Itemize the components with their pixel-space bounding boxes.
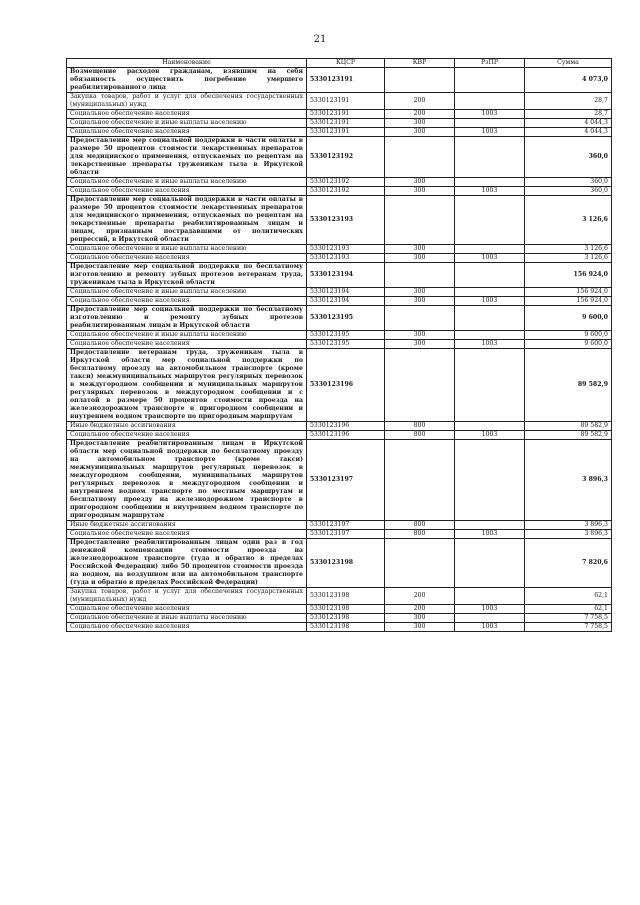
- cell-rzpr: [455, 68, 525, 93]
- cell-kcsr: 5330123197: [307, 530, 385, 539]
- cell-rzpr: [455, 331, 525, 340]
- cell-rzpr: [455, 349, 525, 422]
- cell-name: Предоставление реабилитированным лицам один раз в год денежной компенсации стоимости проезда на железнодорожном транспорте (туда и обратно в пределах Российской Федерации) либо 50 процентов стоимости проезда на водном, на воздушном или на автомобильном транспорте (туда и обратно в пределах Российской Федерации): [67, 539, 307, 588]
- cell-kvr: 300: [385, 245, 455, 254]
- cell-kcsr: 5330123196: [307, 422, 385, 431]
- column-header-rzpr: РзПР: [455, 59, 525, 68]
- column-header-kcsr: КЦСР: [307, 59, 385, 68]
- cell-rzpr: 1003: [455, 340, 525, 349]
- cell-kvr: 800: [385, 521, 455, 530]
- cell-sum: 360,0: [525, 187, 612, 196]
- cell-kcsr: 5330123191: [307, 93, 385, 110]
- table-row: [67, 340, 612, 349]
- cell-kcsr: 5330123195: [307, 306, 385, 331]
- cell-kcsr: 5330123194: [307, 297, 385, 306]
- cell-kvr: 800: [385, 530, 455, 539]
- cell-rzpr: 1003: [455, 623, 525, 632]
- table-row: [67, 245, 612, 254]
- cell-name: Закупка товаров, работ и услуг для обеспечения государственных (муниципальных) нужд: [67, 93, 307, 110]
- cell-name: Социальное обеспечение и иные выплаты населению: [67, 331, 307, 340]
- table-row: [67, 614, 612, 623]
- cell-name: Социальное обеспечение населения: [67, 340, 307, 349]
- cell-kcsr: 5330123194: [307, 263, 385, 288]
- table-row: [67, 178, 612, 187]
- table-row: [67, 263, 612, 288]
- cell-kcsr: 5330123192: [307, 137, 385, 178]
- cell-rzpr: [455, 178, 525, 187]
- cell-name: Предоставление мер социальной поддержки по бесплатному изготовлению и ремонту зубных протезов ветеранам труда, труженикам тыла в Иркутской области: [67, 263, 307, 288]
- cell-name: Социальное обеспечение населения: [67, 128, 307, 137]
- cell-kcsr: 5330123197: [307, 521, 385, 530]
- cell-kcsr: 5330123192: [307, 178, 385, 187]
- cell-kvr: 200: [385, 93, 455, 110]
- cell-kvr: 300: [385, 623, 455, 632]
- cell-kvr: 200: [385, 588, 455, 605]
- table-row: [67, 297, 612, 306]
- cell-kvr: 300: [385, 178, 455, 187]
- cell-rzpr: 1003: [455, 254, 525, 263]
- cell-sum: 28,7: [525, 110, 612, 119]
- cell-sum: 28,7: [525, 93, 612, 110]
- cell-kvr: 300: [385, 119, 455, 128]
- cell-name: Закупка товаров, работ и услуг для обеспечения государственных (муниципальных) нужд: [67, 588, 307, 605]
- cell-kcsr: 5330123191: [307, 68, 385, 93]
- column-header-sum: Сумма: [525, 59, 612, 68]
- page-number: 21: [313, 34, 327, 45]
- cell-rzpr: [455, 137, 525, 178]
- cell-kvr: [385, 68, 455, 93]
- table-row: [67, 440, 612, 521]
- cell-sum: 3 126,6: [525, 254, 612, 263]
- cell-rzpr: 1003: [455, 187, 525, 196]
- cell-sum: 156 924,0: [525, 288, 612, 297]
- cell-name: Социальное обеспечение населения: [67, 530, 307, 539]
- cell-name: Социальное обеспечение населения: [67, 605, 307, 614]
- cell-kvr: 300: [385, 331, 455, 340]
- cell-kcsr: 5330123198: [307, 614, 385, 623]
- table-row: [67, 306, 612, 331]
- cell-name: Предоставление реабилитированным лицам в Иркутской области мер социальной поддержки по бесплатному проезду на автомобильном транспорте (кроме такси) межмуниципальных маршрутов регулярных перевозок в междугородном сообщении, муниципальных маршрутов регулярных перевозок в междугородном сообщении и внутреннем водном транспорте по местным маршрутам и бесплатному проезду на железнодорожном транспорте в пригородном сообщении и внутреннем водном транспорте по пригородным маршрутам: [67, 440, 307, 521]
- cell-name: Социальное обеспечение населения: [67, 297, 307, 306]
- cell-rzpr: 1003: [455, 605, 525, 614]
- cell-sum: 360,0: [525, 178, 612, 187]
- cell-name: Предоставление ветеранам труда, труженикам тыла в Иркутской области мер социальной поддержки по бесплатному проезду на автомобильном транспорте (кроме такси) межмуниципальных маршрутов регулярных перевозок в междугородном сообщении и муниципальных маршрутов регулярных перевозок в междугородном сообщении и с оплатой в размере 50 процентов стоимости проезда на железнодорожном транспорте в пригородном сообщении и внутреннем водном транспорте по пригородным маршрутам: [67, 349, 307, 422]
- cell-sum: 3 126,6: [525, 245, 612, 254]
- cell-kcsr: 5330123198: [307, 588, 385, 605]
- cell-name: Иные бюджетные ассигнования: [67, 422, 307, 431]
- cell-kcsr: 5330123198: [307, 539, 385, 588]
- cell-sum: 7 758,5: [525, 623, 612, 632]
- cell-sum: 9 600,0: [525, 331, 612, 340]
- cell-rzpr: [455, 422, 525, 431]
- cell-kvr: [385, 539, 455, 588]
- column-header-name: Наименование: [67, 59, 307, 68]
- cell-rzpr: 1003: [455, 431, 525, 440]
- cell-kvr: 800: [385, 422, 455, 431]
- cell-name: Возмещение расходов гражданам, взявшим на себя обязанность осуществить погребение умершего реабилитированного лица: [67, 68, 307, 93]
- table-row: [67, 196, 612, 245]
- table-row: [67, 128, 612, 137]
- cell-kcsr: 5330123194: [307, 288, 385, 297]
- cell-kvr: 300: [385, 254, 455, 263]
- table-row: [67, 119, 612, 128]
- cell-kcsr: 5330123195: [307, 331, 385, 340]
- cell-name: Социальное обеспечение и иные выплаты населению: [67, 178, 307, 187]
- table-row: [67, 521, 612, 530]
- cell-kvr: [385, 349, 455, 422]
- cell-sum: 89 582,9: [525, 431, 612, 440]
- table-row: [67, 605, 612, 614]
- cell-name: Социальное обеспечение и иные выплаты населению: [67, 614, 307, 623]
- cell-rzpr: [455, 306, 525, 331]
- cell-name: Предоставление мер социальной поддержки по бесплатному изготовлению и ремонту зубных протезов реабилитированным лицам в Иркутской области: [67, 306, 307, 331]
- table-row: [67, 422, 612, 431]
- cell-kvr: 200: [385, 110, 455, 119]
- cell-kcsr: 5330123195: [307, 340, 385, 349]
- table-row: [67, 530, 612, 539]
- cell-rzpr: 1003: [455, 110, 525, 119]
- cell-kcsr: 5330123196: [307, 349, 385, 422]
- cell-rzpr: 1003: [455, 530, 525, 539]
- cell-kvr: [385, 306, 455, 331]
- cell-kvr: 300: [385, 340, 455, 349]
- cell-sum: 156 924,0: [525, 297, 612, 306]
- table-row: [67, 93, 612, 110]
- cell-rzpr: [455, 196, 525, 245]
- cell-kvr: 300: [385, 187, 455, 196]
- cell-name: Социальное обеспечение населения: [67, 187, 307, 196]
- table-row: [67, 288, 612, 297]
- cell-sum: 3 896,3: [525, 530, 612, 539]
- budget-table: [66, 58, 612, 632]
- cell-name: Предоставление мер социальной поддержки в части оплаты в размере 50 процентов стоимости лекарственных препаратов для медицинского применения, отпускаемых по рецептам на лекарственные препараты реабилитированным лицам и лицам, признанным пострадавшими от политических репрессий, в Иркутской области: [67, 196, 307, 245]
- cell-kvr: 300: [385, 128, 455, 137]
- cell-sum: 3 896,3: [525, 521, 612, 530]
- cell-name: Социальное обеспечение и иные выплаты населению: [67, 245, 307, 254]
- table-row: [67, 623, 612, 632]
- cell-rzpr: [455, 440, 525, 521]
- cell-name: Социальное обеспечение и иные выплаты населению: [67, 288, 307, 297]
- cell-kvr: [385, 137, 455, 178]
- table-row: [67, 331, 612, 340]
- table-body: [67, 68, 612, 632]
- cell-rzpr: 1003: [455, 128, 525, 137]
- cell-kvr: 200: [385, 605, 455, 614]
- cell-name: Предоставление мер социальной поддержки в части оплаты в размере 50 процентов стоимости лекарственных препаратов для медицинского применения, отпускаемых по рецептам на лекарственные препараты труженикам тыла в Иркутской области: [67, 137, 307, 178]
- cell-kvr: 300: [385, 288, 455, 297]
- cell-kvr: 300: [385, 614, 455, 623]
- table-row: [67, 68, 612, 93]
- cell-sum: 9 600,0: [525, 340, 612, 349]
- table-row: [67, 254, 612, 263]
- table-row: [67, 588, 612, 605]
- cell-name: Социальное обеспечение и иные выплаты населению: [67, 119, 307, 128]
- cell-rzpr: [455, 588, 525, 605]
- cell-rzpr: [455, 539, 525, 588]
- cell-name: Социальное обеспечение населения: [67, 431, 307, 440]
- table-row: [67, 110, 612, 119]
- table-header-row: [67, 59, 612, 68]
- cell-rzpr: 1003: [455, 297, 525, 306]
- cell-sum: 4 044,3: [525, 128, 612, 137]
- cell-kcsr: 5330123191: [307, 110, 385, 119]
- cell-kcsr: 5330123193: [307, 245, 385, 254]
- cell-name: Социальное обеспечение населения: [67, 254, 307, 263]
- cell-kcsr: 5330123191: [307, 128, 385, 137]
- cell-rzpr: [455, 93, 525, 110]
- cell-rzpr: [455, 119, 525, 128]
- table-row: [67, 349, 612, 422]
- cell-sum: 7 820,6: [525, 539, 612, 588]
- cell-kcsr: 5330123198: [307, 605, 385, 614]
- table-row: [67, 137, 612, 178]
- cell-rzpr: [455, 614, 525, 623]
- cell-kvr: 300: [385, 297, 455, 306]
- cell-sum: 62,1: [525, 588, 612, 605]
- cell-kcsr: 5330123198: [307, 623, 385, 632]
- cell-kvr: 800: [385, 431, 455, 440]
- cell-kcsr: 5330123191: [307, 119, 385, 128]
- cell-kcsr: 5330123193: [307, 196, 385, 245]
- cell-sum: 3 126,6: [525, 196, 612, 245]
- cell-kvr: [385, 440, 455, 521]
- cell-sum: 156 924,0: [525, 263, 612, 288]
- cell-sum: 9 600,0: [525, 306, 612, 331]
- cell-rzpr: [455, 521, 525, 530]
- cell-kcsr: 5330123193: [307, 254, 385, 263]
- cell-sum: 89 582,9: [525, 349, 612, 422]
- table-row: [67, 539, 612, 588]
- cell-name: Социальное обеспечение населения: [67, 110, 307, 119]
- cell-kvr: [385, 263, 455, 288]
- table-row: [67, 431, 612, 440]
- cell-name: Социальное обеспечение населения: [67, 623, 307, 632]
- cell-name: Иные бюджетные ассигнования: [67, 521, 307, 530]
- cell-sum: 3 896,3: [525, 440, 612, 521]
- cell-kcsr: 5330123196: [307, 431, 385, 440]
- cell-sum: 89 582,9: [525, 422, 612, 431]
- cell-sum: 4 044,3: [525, 119, 612, 128]
- cell-sum: 4 073,0: [525, 68, 612, 93]
- cell-sum: 7 758,5: [525, 614, 612, 623]
- cell-sum: 62,1: [525, 605, 612, 614]
- cell-kvr: [385, 196, 455, 245]
- cell-rzpr: [455, 288, 525, 297]
- cell-sum: 360,0: [525, 137, 612, 178]
- cell-rzpr: [455, 263, 525, 288]
- cell-rzpr: [455, 245, 525, 254]
- cell-kcsr: 5330123192: [307, 187, 385, 196]
- cell-kcsr: 5330123197: [307, 440, 385, 521]
- table-row: [67, 187, 612, 196]
- column-header-kvr: КВР: [385, 59, 455, 68]
